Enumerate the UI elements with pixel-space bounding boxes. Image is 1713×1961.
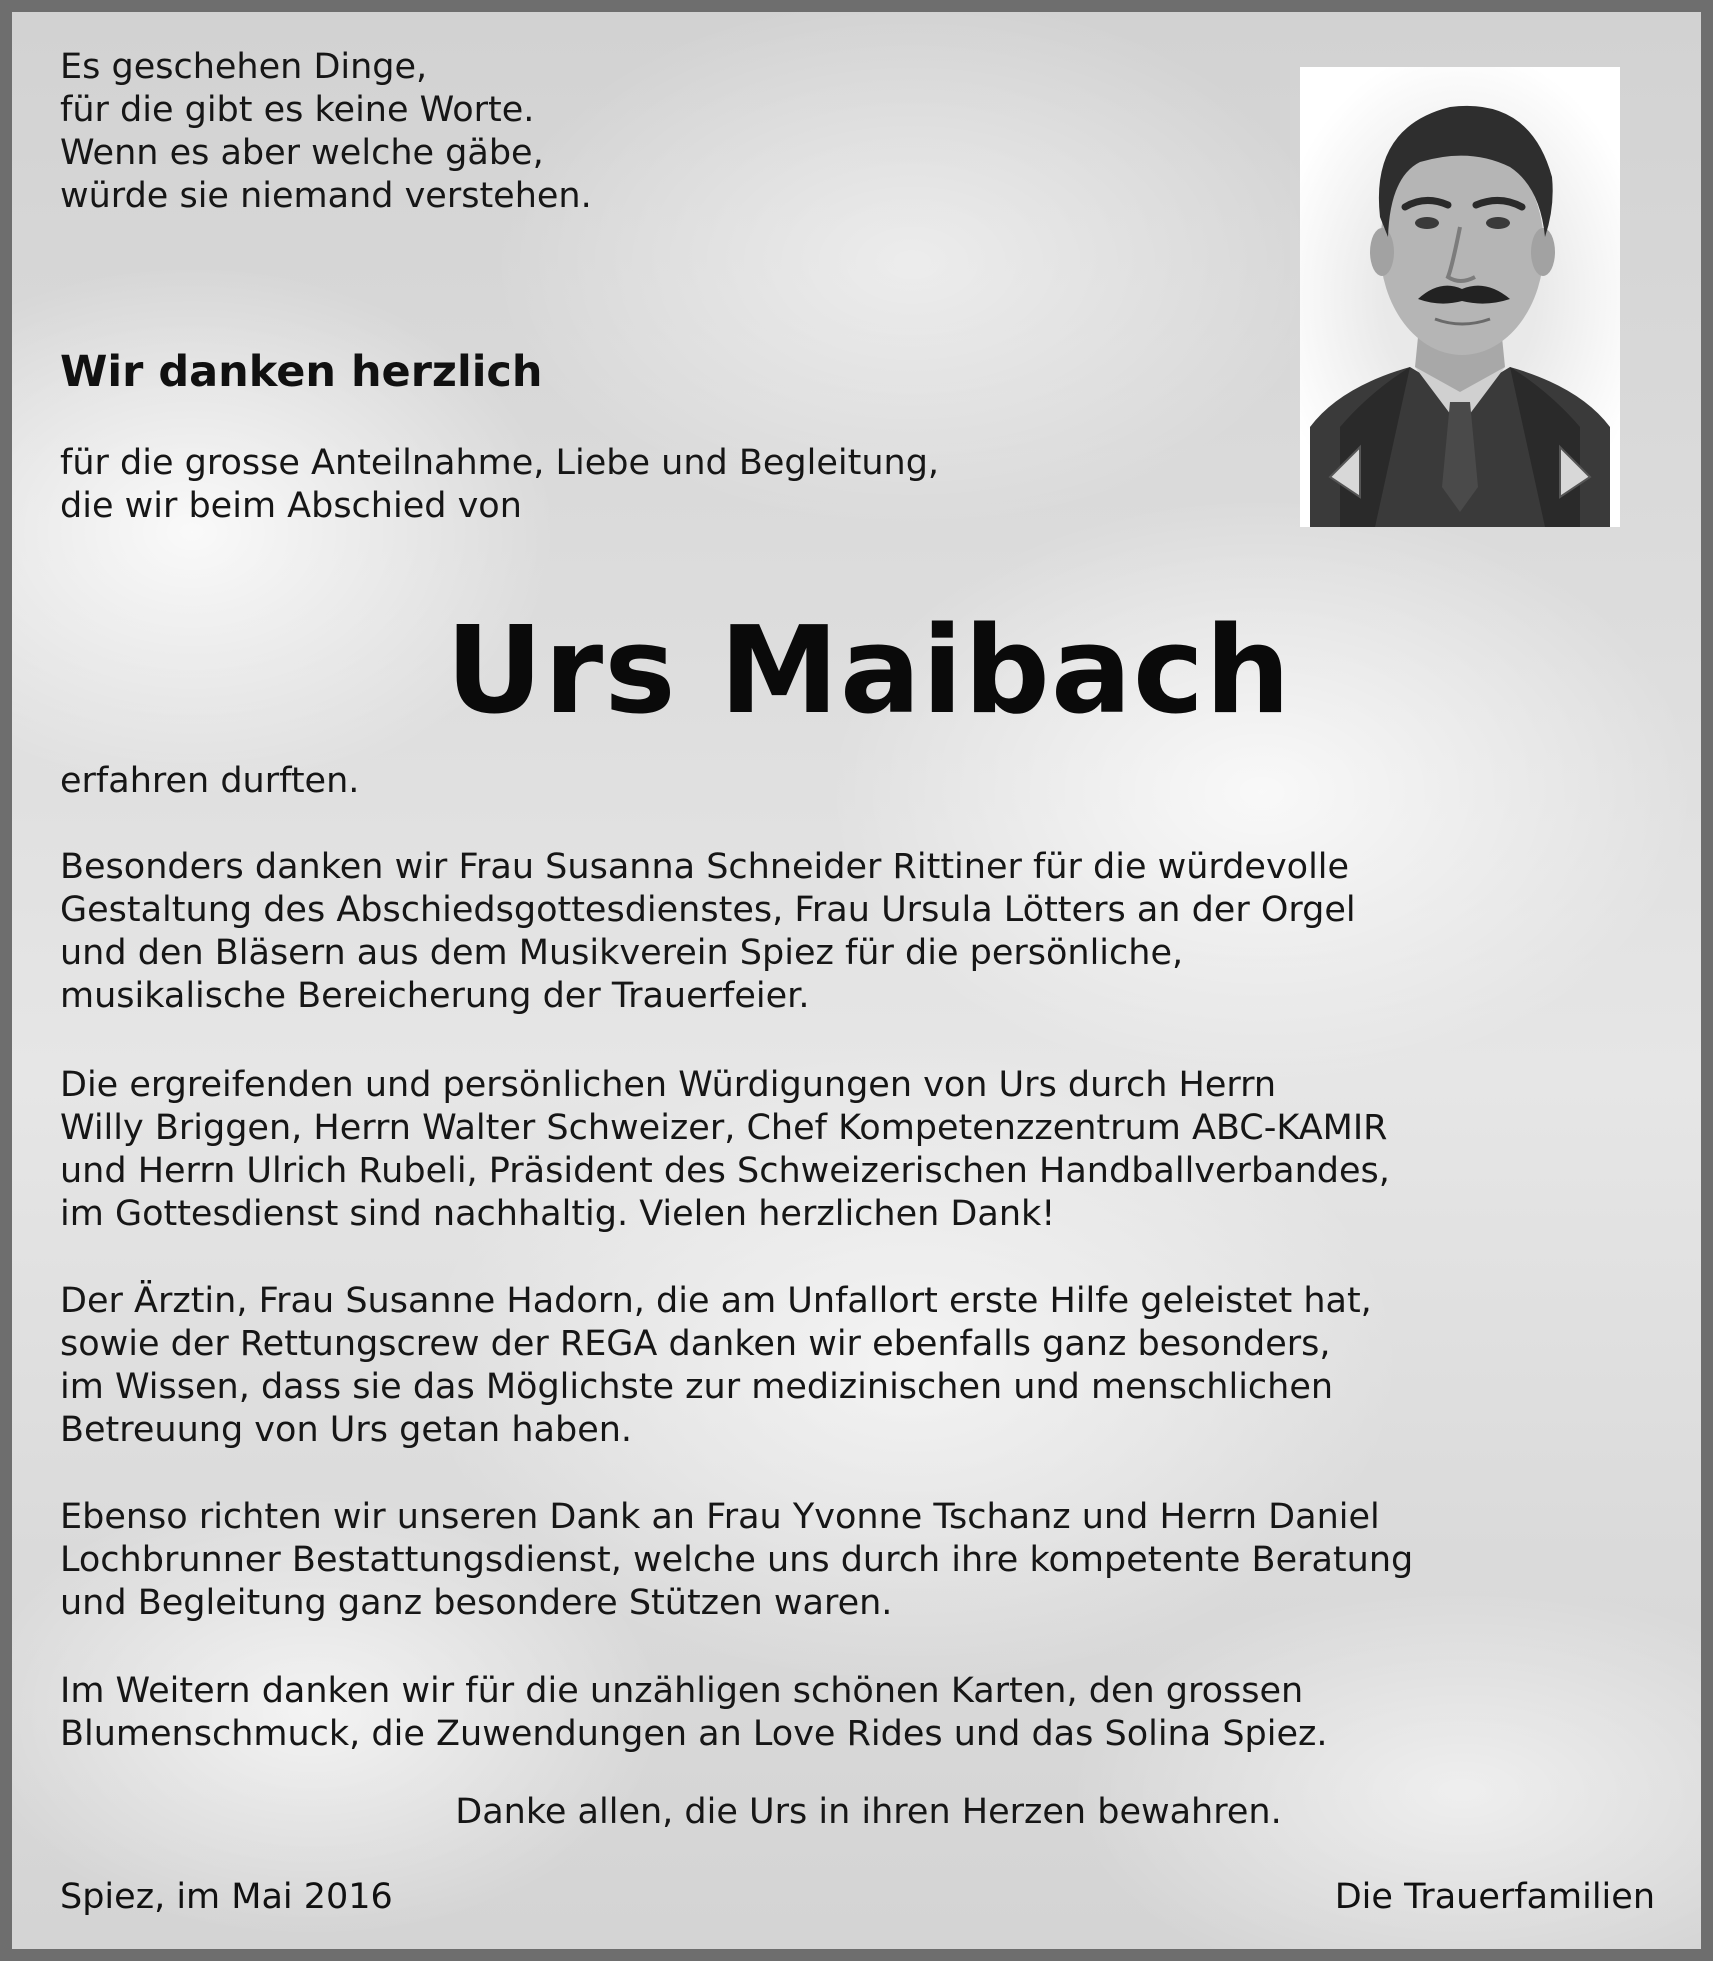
- thanks-paragraph: Besonders danken wir Frau Susanna Schneider Rittiner für die würdevolle Gestaltung des Abschiedsgottesdienstes, Frau Ursula Lötters an der Orgel und den Bläsern aus dem Musikverein Spiez für die persönliche, musikalische Bereicherung der Trauerfeier.: [60, 847, 1356, 1016]
- place-and-date: Spiez, im Mai 2016: [60, 1877, 393, 1917]
- thanks-heading: Wir danken herzlich: [60, 347, 543, 397]
- signature: Die Trauerfamilien: [1334, 1877, 1655, 1917]
- portrait-photo: [1300, 67, 1620, 527]
- thanks-paragraph: Die ergreifenden und persönlichen Würdigungen von Urs durch Herrn Willy Briggen, Herrn Walter Schweizer, Chef Kompetenzzentrum ABC-KAMIR und Herrn Ulrich Rubeli, Präsident des Schweizerischen Handballverbandes, im Gottesdienst sind nachhaltig. Vielen herzlichen Dank!: [60, 1065, 1390, 1234]
- lead-text: für die grosse Anteilnahme, Liebe und Begleitung, die wir beim Abschied von: [60, 443, 940, 526]
- lead-end-text: erfahren durften.: [60, 761, 360, 801]
- intro-poem: Es geschehen Dinge, für die gibt es keine Worte. Wenn es aber welche gäbe, würde sie niemand verstehen.: [60, 47, 592, 216]
- thanks-paragraph: Der Ärztin, Frau Susanne Hadorn, die am Unfallort erste Hilfe geleistet hat, sowie der Rettungscrew der REGA danken wir ebenfalls ganz besonders, im Wissen, dass sie das Möglichste zur medizinischen und menschlichen Betreuung von Urs getan haben.: [60, 1281, 1372, 1450]
- deceased-name: Urs Maibach: [445, 602, 1292, 741]
- thanks-paragraph: Im Weitern danken wir für die unzähligen schönen Karten, den grossen Blumenschmuck, die Zuwendungen an Love Rides und das Solina Spiez.: [60, 1671, 1328, 1754]
- closing-line: Danke allen, die Urs in ihren Herzen bewahren.: [455, 1792, 1282, 1832]
- portrait-illustration: [1300, 67, 1620, 527]
- thanks-paragraph: Ebenso richten wir unseren Dank an Frau Yvonne Tschanz und Herrn Daniel Lochbrunner Bestattungsdienst, welche uns durch ihre kompetente Beratung und Begleitung ganz besondere Stützen waren.: [60, 1497, 1414, 1623]
